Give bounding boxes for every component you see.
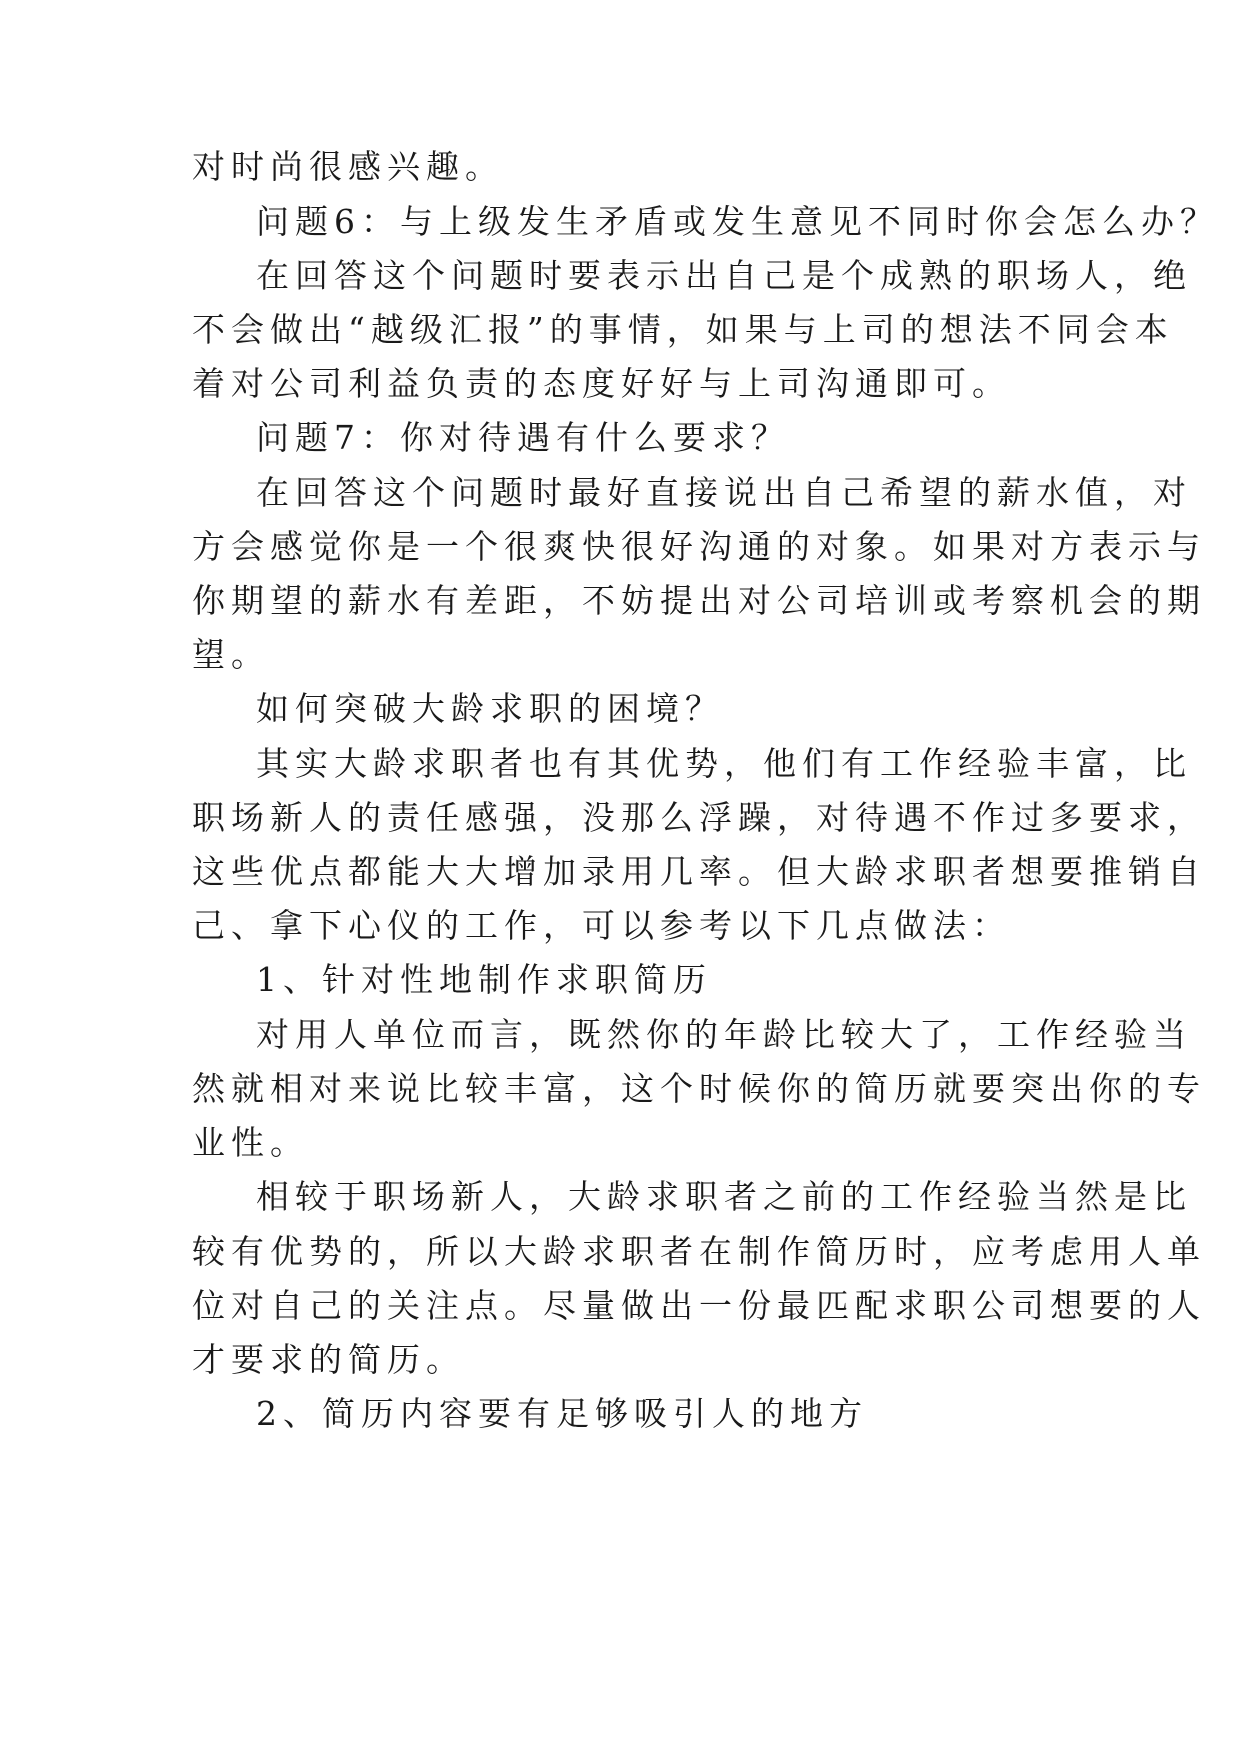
paragraph-line: 不会做出“越级汇报”的事情，如果与上司的想法不同会本 — [192, 310, 1174, 349]
question-heading: 问题6：与上级发生矛盾或发生意见不同时你会怎么办？ — [256, 202, 1219, 241]
paragraph-line: 其实大龄求职者也有其优势，他们有工作经验丰富，比 — [256, 744, 1192, 783]
paragraph-line: 方会感觉你是一个很爽快很好沟通的对象。如果对方表示与 — [192, 527, 1206, 566]
paragraph-line: 着对公司利益负责的态度好好与上司沟通即可。 — [192, 364, 1011, 403]
paragraph-line: 位对自己的关注点。尽量做出一份最匹配求职公司想要的人 — [192, 1286, 1206, 1325]
paragraph-line: 这些优点都能大大增加录用几率。但大龄求职者想要推销自 — [192, 852, 1206, 891]
paragraph-line: 较有优势的，所以大龄求职者在制作简历时，应考虑用人单 — [192, 1232, 1206, 1271]
paragraph-line: 才要求的简历。 — [192, 1340, 465, 1379]
paragraph-line: 在回答这个问题时最好直接说出自己希望的薪水值，对 — [256, 473, 1192, 512]
paragraph-line: 对时尚很感兴趣。 — [192, 147, 504, 186]
numbered-heading: 1、针对性地制作求职简历 — [256, 960, 712, 999]
paragraph-line: 职场新人的责任感强，没那么浮躁，对待遇不作过多要求， — [192, 798, 1206, 837]
paragraph-line: 然就相对来说比较丰富，这个时候你的简历就要突出你的专 — [192, 1069, 1206, 1108]
question-heading: 问题7：你对待遇有什么要求？ — [256, 418, 790, 457]
paragraph-line: 望。 — [192, 635, 270, 674]
paragraph-line: 相较于职场新人，大龄求职者之前的工作经验当然是比 — [256, 1177, 1192, 1216]
paragraph-line: 你期望的薪水有差距，不妨提出对公司培训或考察机会的期 — [192, 581, 1206, 620]
paragraph-line: 己、拿下心仪的工作，可以参考以下几点做法： — [192, 906, 1011, 945]
paragraph-line: 业性。 — [192, 1123, 309, 1162]
paragraph-line: 对用人单位而言，既然你的年龄比较大了，工作经验当 — [256, 1015, 1192, 1054]
paragraph-line: 在回答这个问题时要表示出自己是个成熟的职场人，绝 — [256, 256, 1192, 295]
numbered-heading: 2、简历内容要有足够吸引人的地方 — [256, 1394, 868, 1433]
section-heading: 如何突破大龄求职的困境？ — [256, 689, 724, 728]
